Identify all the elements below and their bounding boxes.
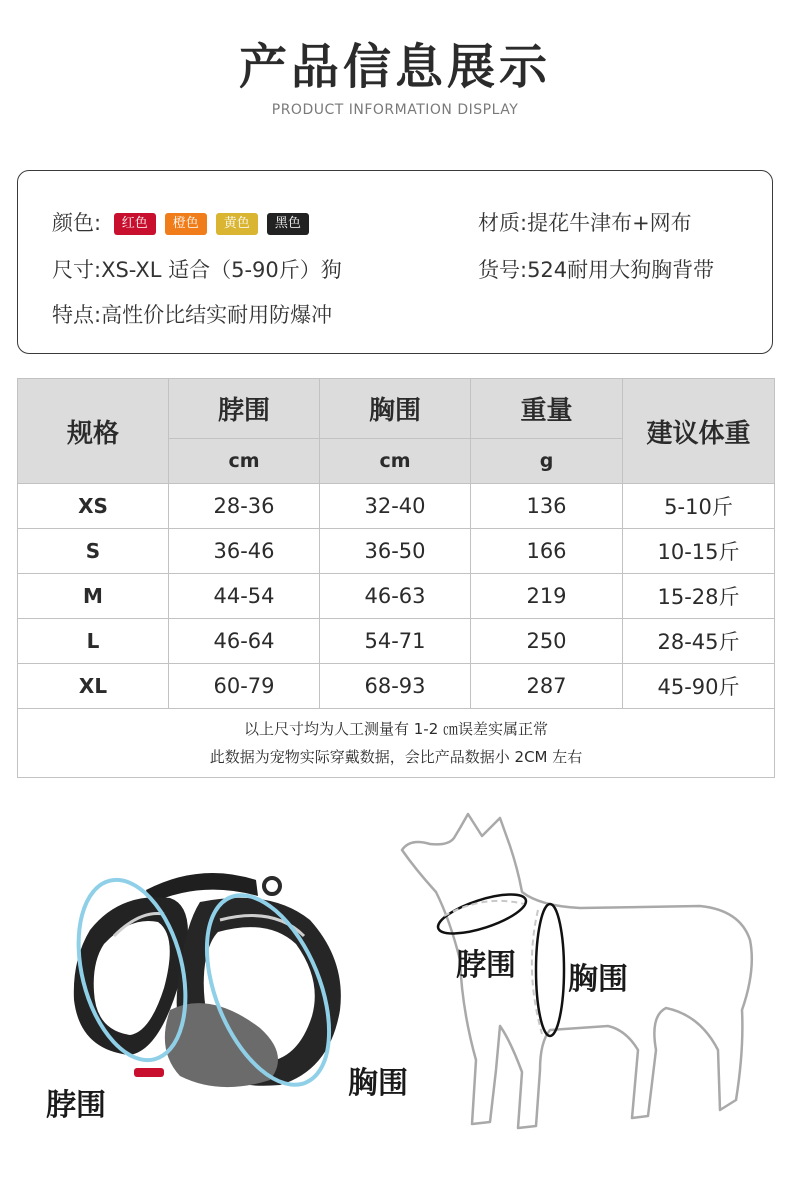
table-row (18, 574, 775, 619)
chest-cell: 36-50 (320, 529, 471, 574)
page-subtitle: PRODUCT INFORMATION DISPLAY (271, 102, 519, 118)
neck-unit: cm (169, 439, 320, 484)
feature-text: 特点:高性价比结实耐用防爆冲 (52, 303, 333, 327)
table-row (18, 664, 775, 709)
body-weight-cell: 5-10斤 (623, 484, 775, 529)
weight-cell: 166 (471, 529, 623, 574)
chest-unit: cm (320, 439, 471, 484)
neck-cell: 60-79 (169, 664, 320, 709)
table-row (18, 484, 775, 529)
item-number-text: 货号:524耐用大狗胸背带 (478, 258, 715, 282)
table-note (18, 709, 775, 778)
note-line-1: 以上尺寸均为人工测量有 1-2 ㎝误差实属正常 (243, 720, 549, 738)
weight-cell: 287 (471, 664, 623, 709)
weight-unit: g (471, 439, 623, 484)
harness-image (60, 840, 360, 1110)
dog-neck-label: 脖围 (456, 948, 516, 983)
neck-cell: 28-36 (169, 484, 320, 529)
spec-header: 规格 (18, 379, 169, 484)
dog-chest-label: 胸围 (568, 962, 628, 997)
size-cell: M (18, 574, 169, 619)
chest-cell: 68-93 (320, 664, 471, 709)
weight-cell: 250 (471, 619, 623, 664)
color-swatch-red: 红色 (114, 213, 156, 235)
size-cell: S (18, 529, 169, 574)
weight-cell: 219 (471, 574, 623, 619)
material-text: 材质:提花牛津布+网布 (478, 211, 692, 235)
size-chart-table (17, 378, 775, 778)
color-label: 颜色: (52, 211, 102, 235)
color-swatch-black: 黑色 (267, 213, 309, 235)
body-weight-cell: 10-15斤 (623, 529, 775, 574)
product-info-box (17, 170, 773, 354)
body-weight-cell: 45-90斤 (623, 664, 775, 709)
table-row (18, 619, 775, 664)
note-line-2: 此数据为宠物实际穿戴数据，会比产品数据小 2CM 左右 (209, 748, 583, 766)
weight-header: 重量 (471, 379, 623, 439)
body-weight-header: 建议体重 (623, 379, 775, 484)
chest-cell: 46-63 (320, 574, 471, 619)
body-weight-cell: 15-28斤 (623, 574, 775, 619)
color-swatch-yellow: 黄色 (216, 213, 258, 235)
table-row (18, 529, 775, 574)
chest-cell: 32-40 (320, 484, 471, 529)
table-note-row (18, 709, 775, 778)
size-cell: XS (18, 484, 169, 529)
chest-cell: 54-71 (320, 619, 471, 664)
neck-cell: 44-54 (169, 574, 320, 619)
neck-cell: 46-64 (169, 619, 320, 664)
body-weight-cell: 28-45斤 (623, 619, 775, 664)
size-cell: L (18, 619, 169, 664)
color-swatch-orange: 橙色 (165, 213, 207, 235)
weight-cell: 136 (471, 484, 623, 529)
color-row (52, 207, 318, 237)
chest-header: 胸围 (320, 379, 471, 439)
harness-chest-label: 胸围 (348, 1066, 408, 1101)
harness-neck-label: 脖围 (46, 1088, 106, 1123)
page-title: 产品信息展示 (238, 39, 551, 95)
neck-header: 脖围 (169, 379, 320, 439)
size-cell: XL (18, 664, 169, 709)
neck-cell: 36-46 (169, 529, 320, 574)
size-text: 尺寸:XS-XL 适合（5-90斤）狗 (52, 258, 342, 282)
